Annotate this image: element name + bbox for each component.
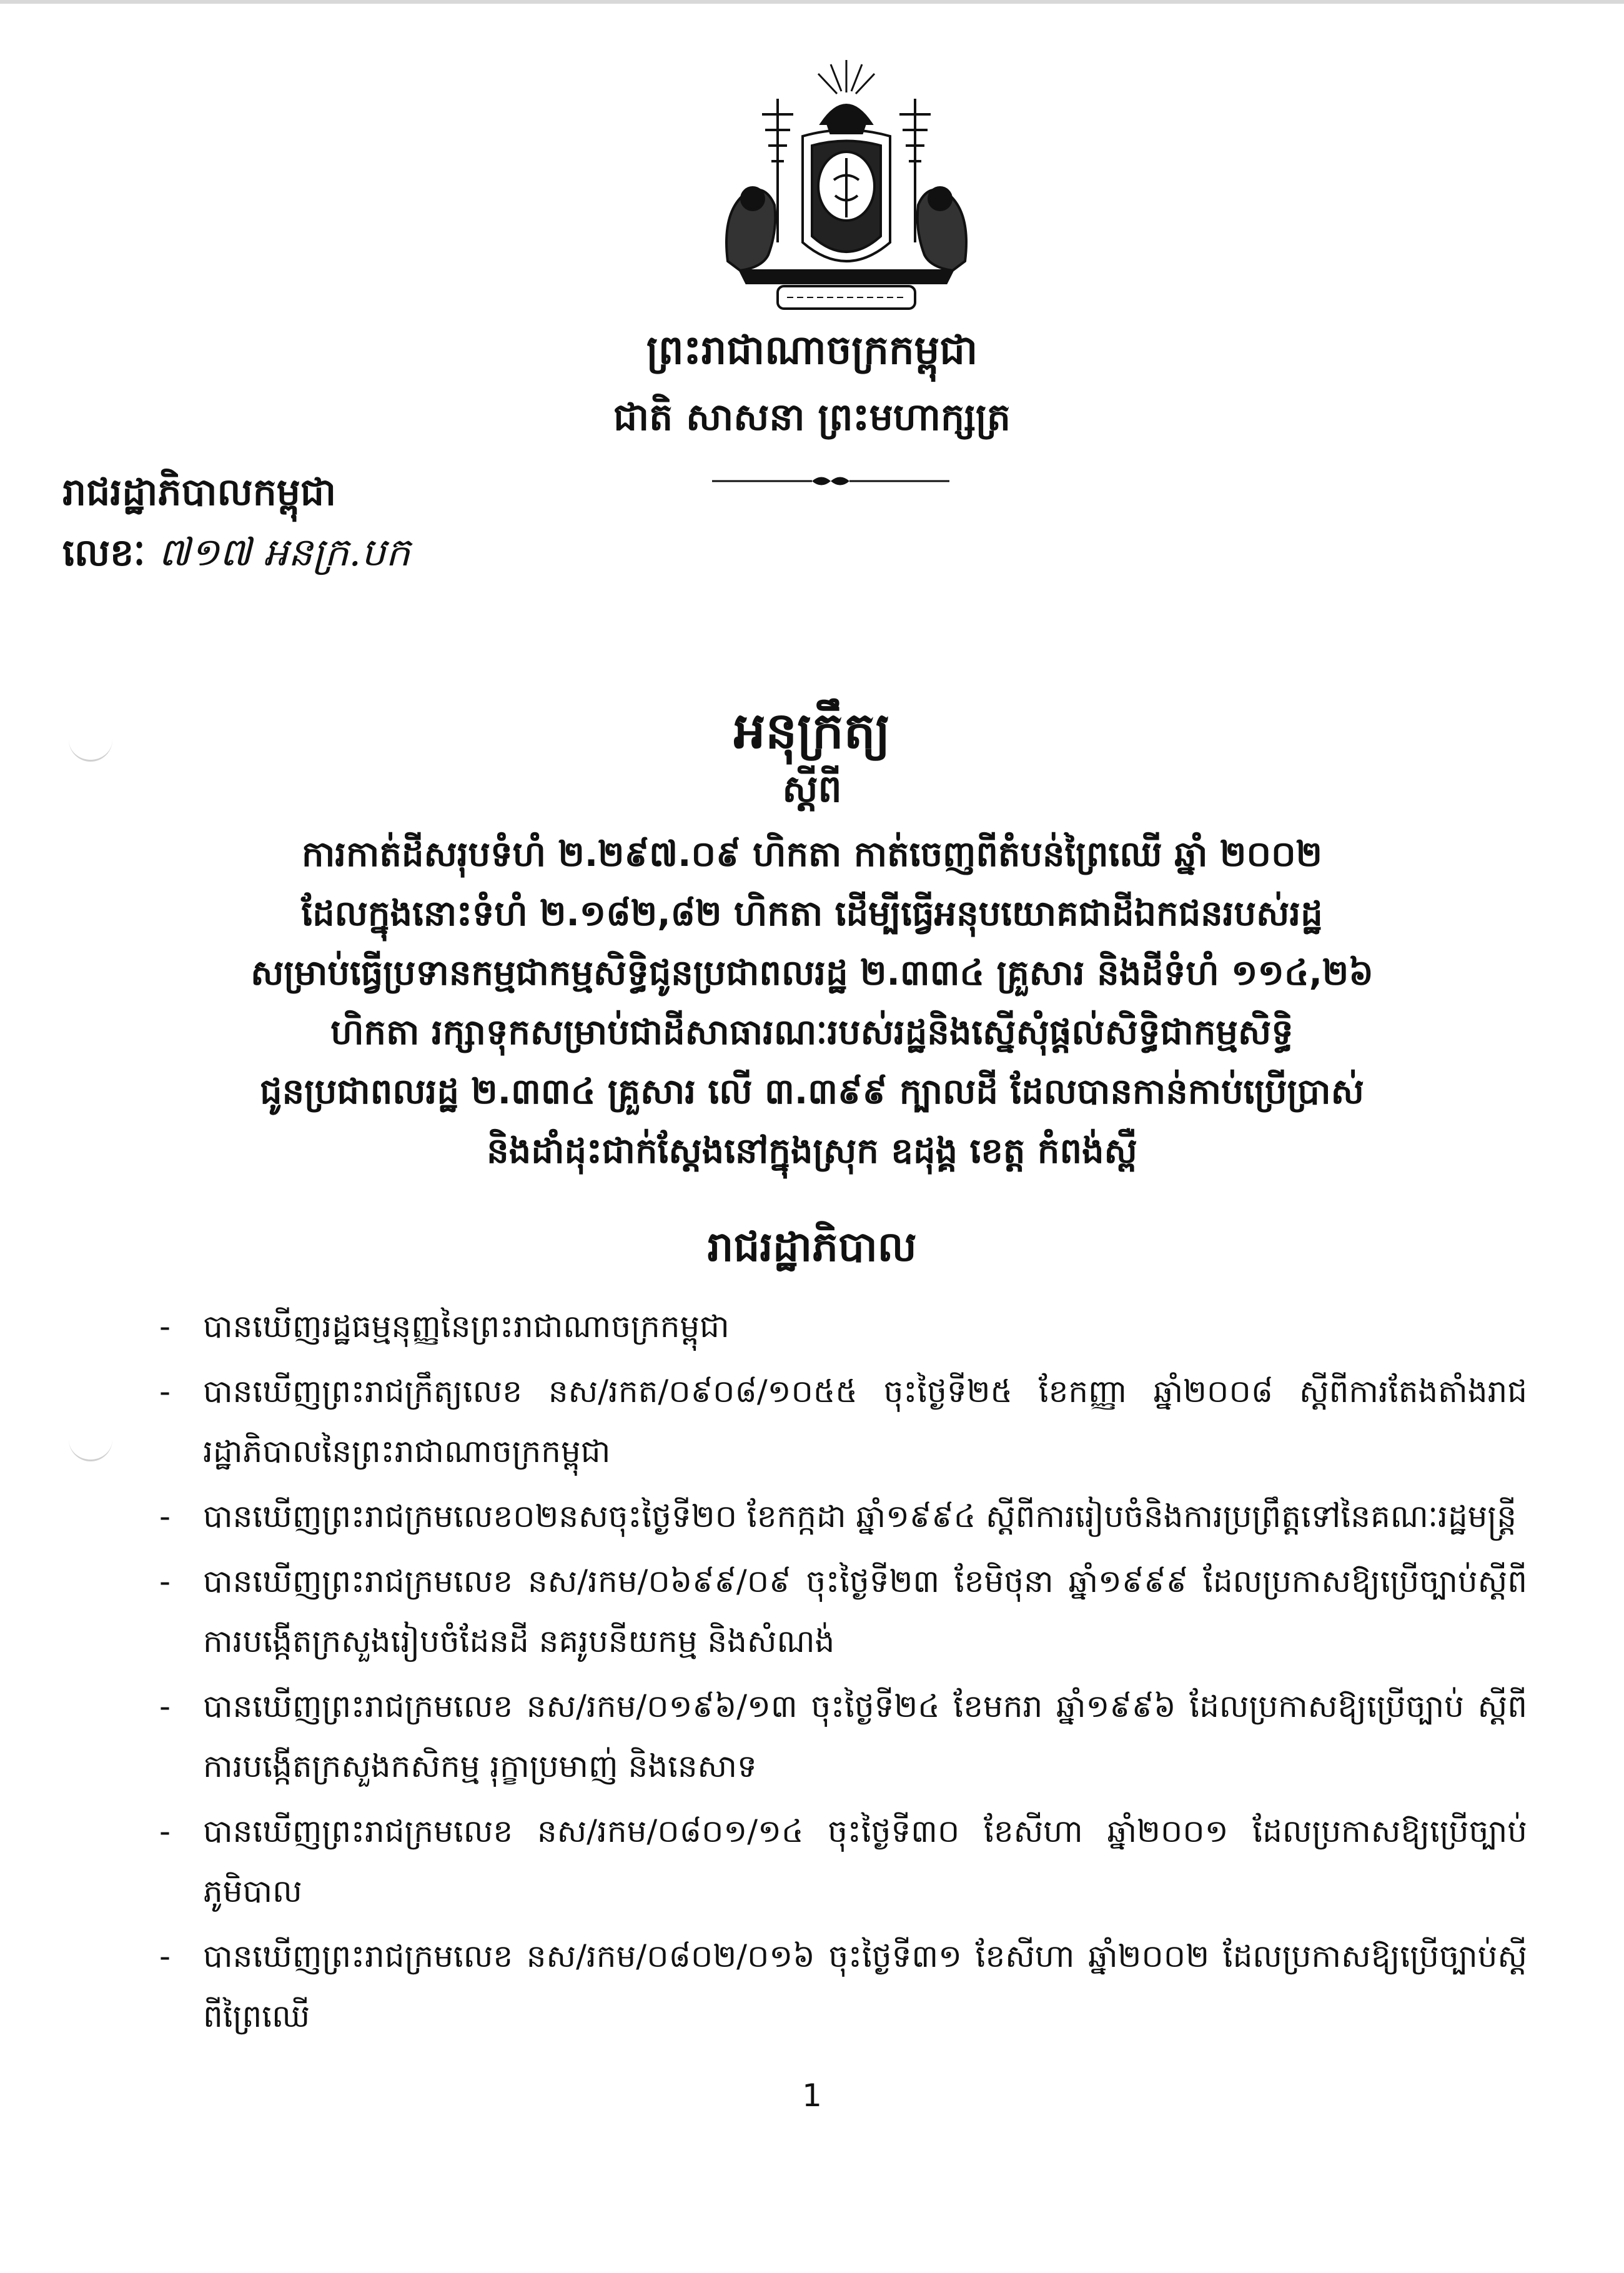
royal-coat-of-arms-icon: [703, 55, 990, 317]
subject-line: និងដាំដុះជាក់ស្ដែងនៅក្នុងស្រុក ឧដុង្គ ខេត្ត កំពង់ស្ពឺ: [487, 1131, 1137, 1171]
punch-hole-mark: [69, 1437, 112, 1461]
scan-top-edge: [0, 0, 1624, 4]
subject-line: ដែលក្នុងនោះទំហំ ២.១៨២,៨២ ហិកតា ដើម្បីធ្វើអនុបយោគជាដីឯកជនរបស់រដ្ឋ: [301, 893, 1323, 934]
reference-label: លេខៈ: [62, 531, 146, 575]
list-item: - បានឃើញរដ្ឋធម្មនុញ្ញនៃព្រះរាជាណាចក្រកម្ពុជា: [159, 1296, 1527, 1356]
reference-number-line: [62, 528, 410, 585]
page-number: 1: [802, 2077, 822, 2114]
decree-subject: [187, 825, 1437, 1181]
list-item: - បានឃើញព្រះរាជក្រមលេខ នស/រកម/០១៩៦/១៣ ចុះថ្ងៃទី២៤ ខែមករា ឆ្នាំ១៩៩៦ ដែលប្រកាសឱ្យប្រើច្បាប់ ស្ដីពីការបង្កើតក្រសួងកសិកម្ម រុក្ខាប្រមាញ់ និងនេសាទ: [159, 1676, 1527, 1796]
list-item: - បានឃើញព្រះរាជក្រឹត្យលេខ នស/រកត/០៩០៨/១០៥៥ ចុះថ្ងៃទី២៥ ខែកញ្ញា ឆ្នាំ២០០៨ ស្ដីពីការតែងតាំងរាជរដ្ឋាភិបាលនៃព្រះរាជាណាចក្រកម្ពុជា: [159, 1361, 1527, 1481]
document-type-title: អនុក្រឹត្យ: [733, 702, 891, 760]
reference-number: ៧១៧ អនក្រ.បក: [158, 529, 410, 575]
legal-basis-list: [159, 1296, 1527, 2051]
subject-line: ជូនប្រជាពលរដ្ឋ ២.៣៣៤ គ្រួសារ លើ ៣.៣៩៩ ក្បាលដី ដែលបានកាន់កាប់ប្រើប្រាស់: [260, 1072, 1364, 1112]
issuing-government: រាជរដ្ឋាភិបាលកម្ពុជា: [62, 470, 336, 514]
list-item: - បានឃើញព្រះរាជក្រមលេខ នស/រកម/០៨០១/១៤ ចុះថ្ងៃទី៣០ ខែសីហា ឆ្នាំ២០០១ ដែលប្រកាសឱ្យប្រើច្បាប់ភូមិបាល: [159, 1801, 1527, 1921]
list-item: - បានឃើញព្រះរាជក្រមលេខ០២នសចុះថ្ងៃទី២០ ខែកក្កដា ឆ្នាំ១៩៩៤ ស្ដីពីការរៀបចំនិងការប្រព្រឹត្តទៅនៃគណៈរដ្ឋមន្ត្រី: [159, 1486, 1527, 1546]
national-motto: ជាតិ សាសនា ព្រះមហាក្សត្រ: [613, 395, 1011, 439]
list-item: - បានឃើញព្រះរាជក្រមលេខ នស/រកម/០៨០២/០១៦ ចុះថ្ងៃទី៣១ ខែសីហា ឆ្នាំ២០០២ ដែលប្រកាសឱ្យប្រើច្បាប់ស្ដីពីព្រៃឈើ: [159, 1926, 1527, 2046]
about-label: ស្ដីពី: [782, 767, 842, 811]
ornamental-divider-icon: [712, 472, 949, 490]
subject-line: ហិកតា រក្សាទុកសម្រាប់ជាដីសាធារណៈរបស់រដ្ឋនិងស្នើសុំផ្ដល់សិទ្ធិជាកម្មសិទ្ធិ: [330, 1012, 1294, 1053]
subject-line: ការកាត់ដីសរុបទំហំ ២.២៩៧.០៩ ហិកតា កាត់ចេញពីតំបន់ព្រៃឈើ ឆ្នាំ ២០០២: [301, 834, 1323, 875]
list-item: - បានឃើញព្រះរាជក្រមលេខ នស/រកម/០៦៩៩/០៩ ចុះថ្ងៃទី២៣ ខែមិថុនា ឆ្នាំ១៩៩៩ ដែលប្រកាសឱ្យប្រើច្បាប់ស្ដីពីការបង្កើតក្រសួងរៀបចំដែនដី នគរូបនីយកម្ម និងសំណង់: [159, 1551, 1527, 1671]
subject-line: សម្រាប់ធ្វើប្រទានកម្មជាកម្មសិទ្ធិជូនប្រជាពលរដ្ឋ ២.៣៣៤ គ្រួសារ និងដីទំហំ ១១៤,២៦: [250, 953, 1374, 993]
kingdom-name: ព្រះរាជាណាចក្រកម្ពុជា: [646, 327, 978, 374]
issuer-heading: រាជរដ្ឋាភិបាល: [707, 1223, 917, 1271]
